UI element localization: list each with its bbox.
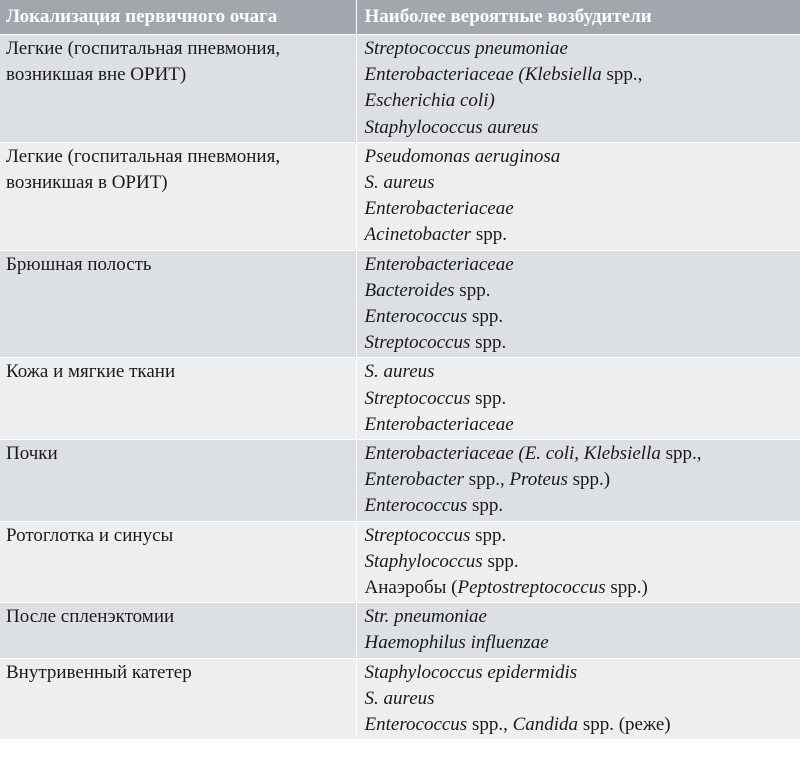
pathogen-line bbox=[365, 712, 795, 738]
site-line: Брюшная полость bbox=[6, 253, 152, 275]
pathogen-line bbox=[365, 278, 795, 304]
pathogen-text: Str. pneumoniae bbox=[364, 606, 487, 628]
site-cell bbox=[0, 521, 356, 603]
pathogen-text: spp.) bbox=[605, 577, 648, 599]
site-cell bbox=[0, 658, 356, 739]
pathogen-line bbox=[365, 88, 795, 114]
pathogen-text: Enterobacteriaceae bbox=[364, 413, 514, 435]
pathogens-cell bbox=[356, 358, 800, 440]
pathogen-line bbox=[365, 493, 795, 519]
pathogen-line bbox=[365, 144, 795, 170]
pathogen-line bbox=[365, 304, 795, 330]
pathogen-text: Enterobacteriaceae bbox=[364, 253, 514, 275]
pathogen-text: spp. bbox=[467, 495, 504, 517]
pathogens-cell bbox=[356, 250, 800, 358]
pathogen-text: spp. bbox=[470, 332, 507, 354]
pathogen-text: spp. bbox=[467, 306, 504, 328]
pathogens-cell bbox=[356, 440, 800, 522]
pathogen-line bbox=[365, 630, 795, 656]
pathogen-text: spp. (реже) bbox=[578, 714, 671, 736]
header-site: Локализация первичного очага bbox=[0, 0, 356, 35]
pathogen-text: Proteus bbox=[509, 469, 568, 491]
pathogen-text: Streptococcus pneumoniae bbox=[364, 38, 568, 59]
pathogen-text: spp., bbox=[464, 469, 510, 491]
site-line: Легкие (госпитальная пневмония, bbox=[6, 38, 281, 59]
pathogen-text: Staphylococcus epidermidis bbox=[364, 661, 578, 683]
table-row bbox=[0, 35, 800, 143]
pathogen-line bbox=[365, 386, 795, 412]
site-cell bbox=[0, 35, 356, 143]
pathogen-text: Анаэробы ( bbox=[364, 577, 458, 599]
pathogen-text: Enterobacter bbox=[364, 469, 465, 491]
pathogen-line bbox=[365, 441, 795, 467]
site-line: Легкие (госпитальная пневмония, bbox=[6, 145, 281, 167]
pathogen-text: Streptococcus bbox=[364, 332, 471, 354]
table-row bbox=[0, 521, 800, 603]
pathogen-text: Enterococcus bbox=[364, 495, 468, 517]
pathogen-line bbox=[365, 62, 795, 88]
table-body bbox=[0, 35, 800, 740]
table-row bbox=[0, 440, 800, 522]
pathogen-text: Haemophilus influenzae bbox=[364, 632, 549, 654]
table-header-row bbox=[0, 0, 800, 35]
pathogen-text: spp., bbox=[467, 714, 513, 736]
pathogen-text: Escherichia coli) bbox=[364, 90, 495, 112]
pathogen-text: spp. bbox=[454, 279, 491, 301]
pathogen-text: Enterobacteriaceae bbox=[364, 198, 514, 220]
pathogen-line bbox=[365, 115, 795, 141]
table-row bbox=[0, 658, 800, 739]
pathogens-cell bbox=[356, 521, 800, 603]
pathogen-line bbox=[365, 660, 795, 686]
table-row bbox=[0, 603, 800, 658]
pathogen-text: Staphylococcus aureus bbox=[364, 116, 539, 138]
site-cell bbox=[0, 603, 356, 658]
pathogen-text: spp.) bbox=[567, 469, 611, 491]
pathogen-text: Bacteroides bbox=[364, 279, 455, 301]
pathogen-text: spp. bbox=[482, 550, 519, 572]
pathogen-text: spp. bbox=[471, 224, 507, 246]
pathogens-cell bbox=[356, 603, 800, 658]
site-cell bbox=[0, 250, 356, 358]
table-row bbox=[0, 250, 800, 358]
pathogen-text: Pseudomonas aeruginosa bbox=[364, 145, 561, 167]
pathogen-text: Streptococcus bbox=[364, 524, 471, 546]
site-line: Внутривенный катетер bbox=[6, 661, 192, 683]
pathogen-text: Enterobacteriaceae (E. coli, Klebsiella bbox=[364, 443, 661, 465]
pathogen-line bbox=[365, 359, 795, 385]
pathogen-text: S. aureus bbox=[364, 361, 435, 383]
pathogen-text: Enterobacteriaceae ( bbox=[364, 64, 525, 86]
pathogen-text: S. aureus bbox=[364, 687, 435, 709]
pathogen-text: Acinetobacter bbox=[364, 224, 472, 246]
pathogen-line bbox=[365, 412, 795, 438]
pathogen-text: spp., bbox=[601, 64, 643, 86]
pathogen-line bbox=[365, 222, 795, 248]
site-line: После спленэктомии bbox=[6, 606, 175, 628]
pathogens-cell bbox=[356, 142, 800, 250]
site-line: возникшая в ОРИТ) bbox=[6, 172, 168, 194]
pathogen-line bbox=[365, 170, 795, 196]
site-line: возникшая вне ОРИТ) bbox=[6, 64, 187, 86]
site-line: Кожа и мягкие ткани bbox=[6, 361, 176, 383]
site-cell bbox=[0, 358, 356, 440]
pathogen-line bbox=[365, 36, 795, 62]
pathogen-line bbox=[365, 549, 795, 575]
pathogen-text: S. aureus bbox=[364, 172, 435, 194]
pathogen-text: Peptostreptococcus bbox=[457, 577, 606, 599]
pathogen-text: spp., bbox=[660, 443, 702, 465]
site-line: Ротоглотка и синусы bbox=[6, 524, 174, 546]
pathogen-text: Enterococcus bbox=[364, 306, 468, 328]
header-pathogens: Наиболее вероятные возбудители bbox=[356, 0, 800, 35]
pathogens-cell bbox=[356, 35, 800, 143]
pathogen-line bbox=[365, 575, 795, 601]
table-row bbox=[0, 142, 800, 250]
pathogen-line bbox=[365, 467, 795, 493]
pathogen-line bbox=[365, 330, 795, 356]
pathogen-line bbox=[365, 196, 795, 222]
pathogen-text: Staphylococcus bbox=[364, 550, 483, 572]
site-line: Почки bbox=[6, 443, 58, 465]
pathogen-text: Candida bbox=[512, 714, 579, 736]
pathogen-line bbox=[365, 686, 795, 712]
pathogens-cell bbox=[356, 658, 800, 739]
site-cell bbox=[0, 142, 356, 250]
pathogen-line bbox=[365, 604, 795, 630]
pathogen-text: Klebsiella bbox=[524, 64, 602, 86]
pathogen-text: Enterococcus bbox=[364, 714, 468, 736]
pathogen-line bbox=[365, 252, 795, 278]
table-row bbox=[0, 358, 800, 440]
pathogen-text: spp. bbox=[470, 387, 507, 409]
site-cell bbox=[0, 440, 356, 522]
pathogen-text: Streptococcus bbox=[364, 387, 471, 409]
pathogen-text: spp. bbox=[470, 524, 507, 546]
pathogen-line bbox=[365, 523, 795, 549]
